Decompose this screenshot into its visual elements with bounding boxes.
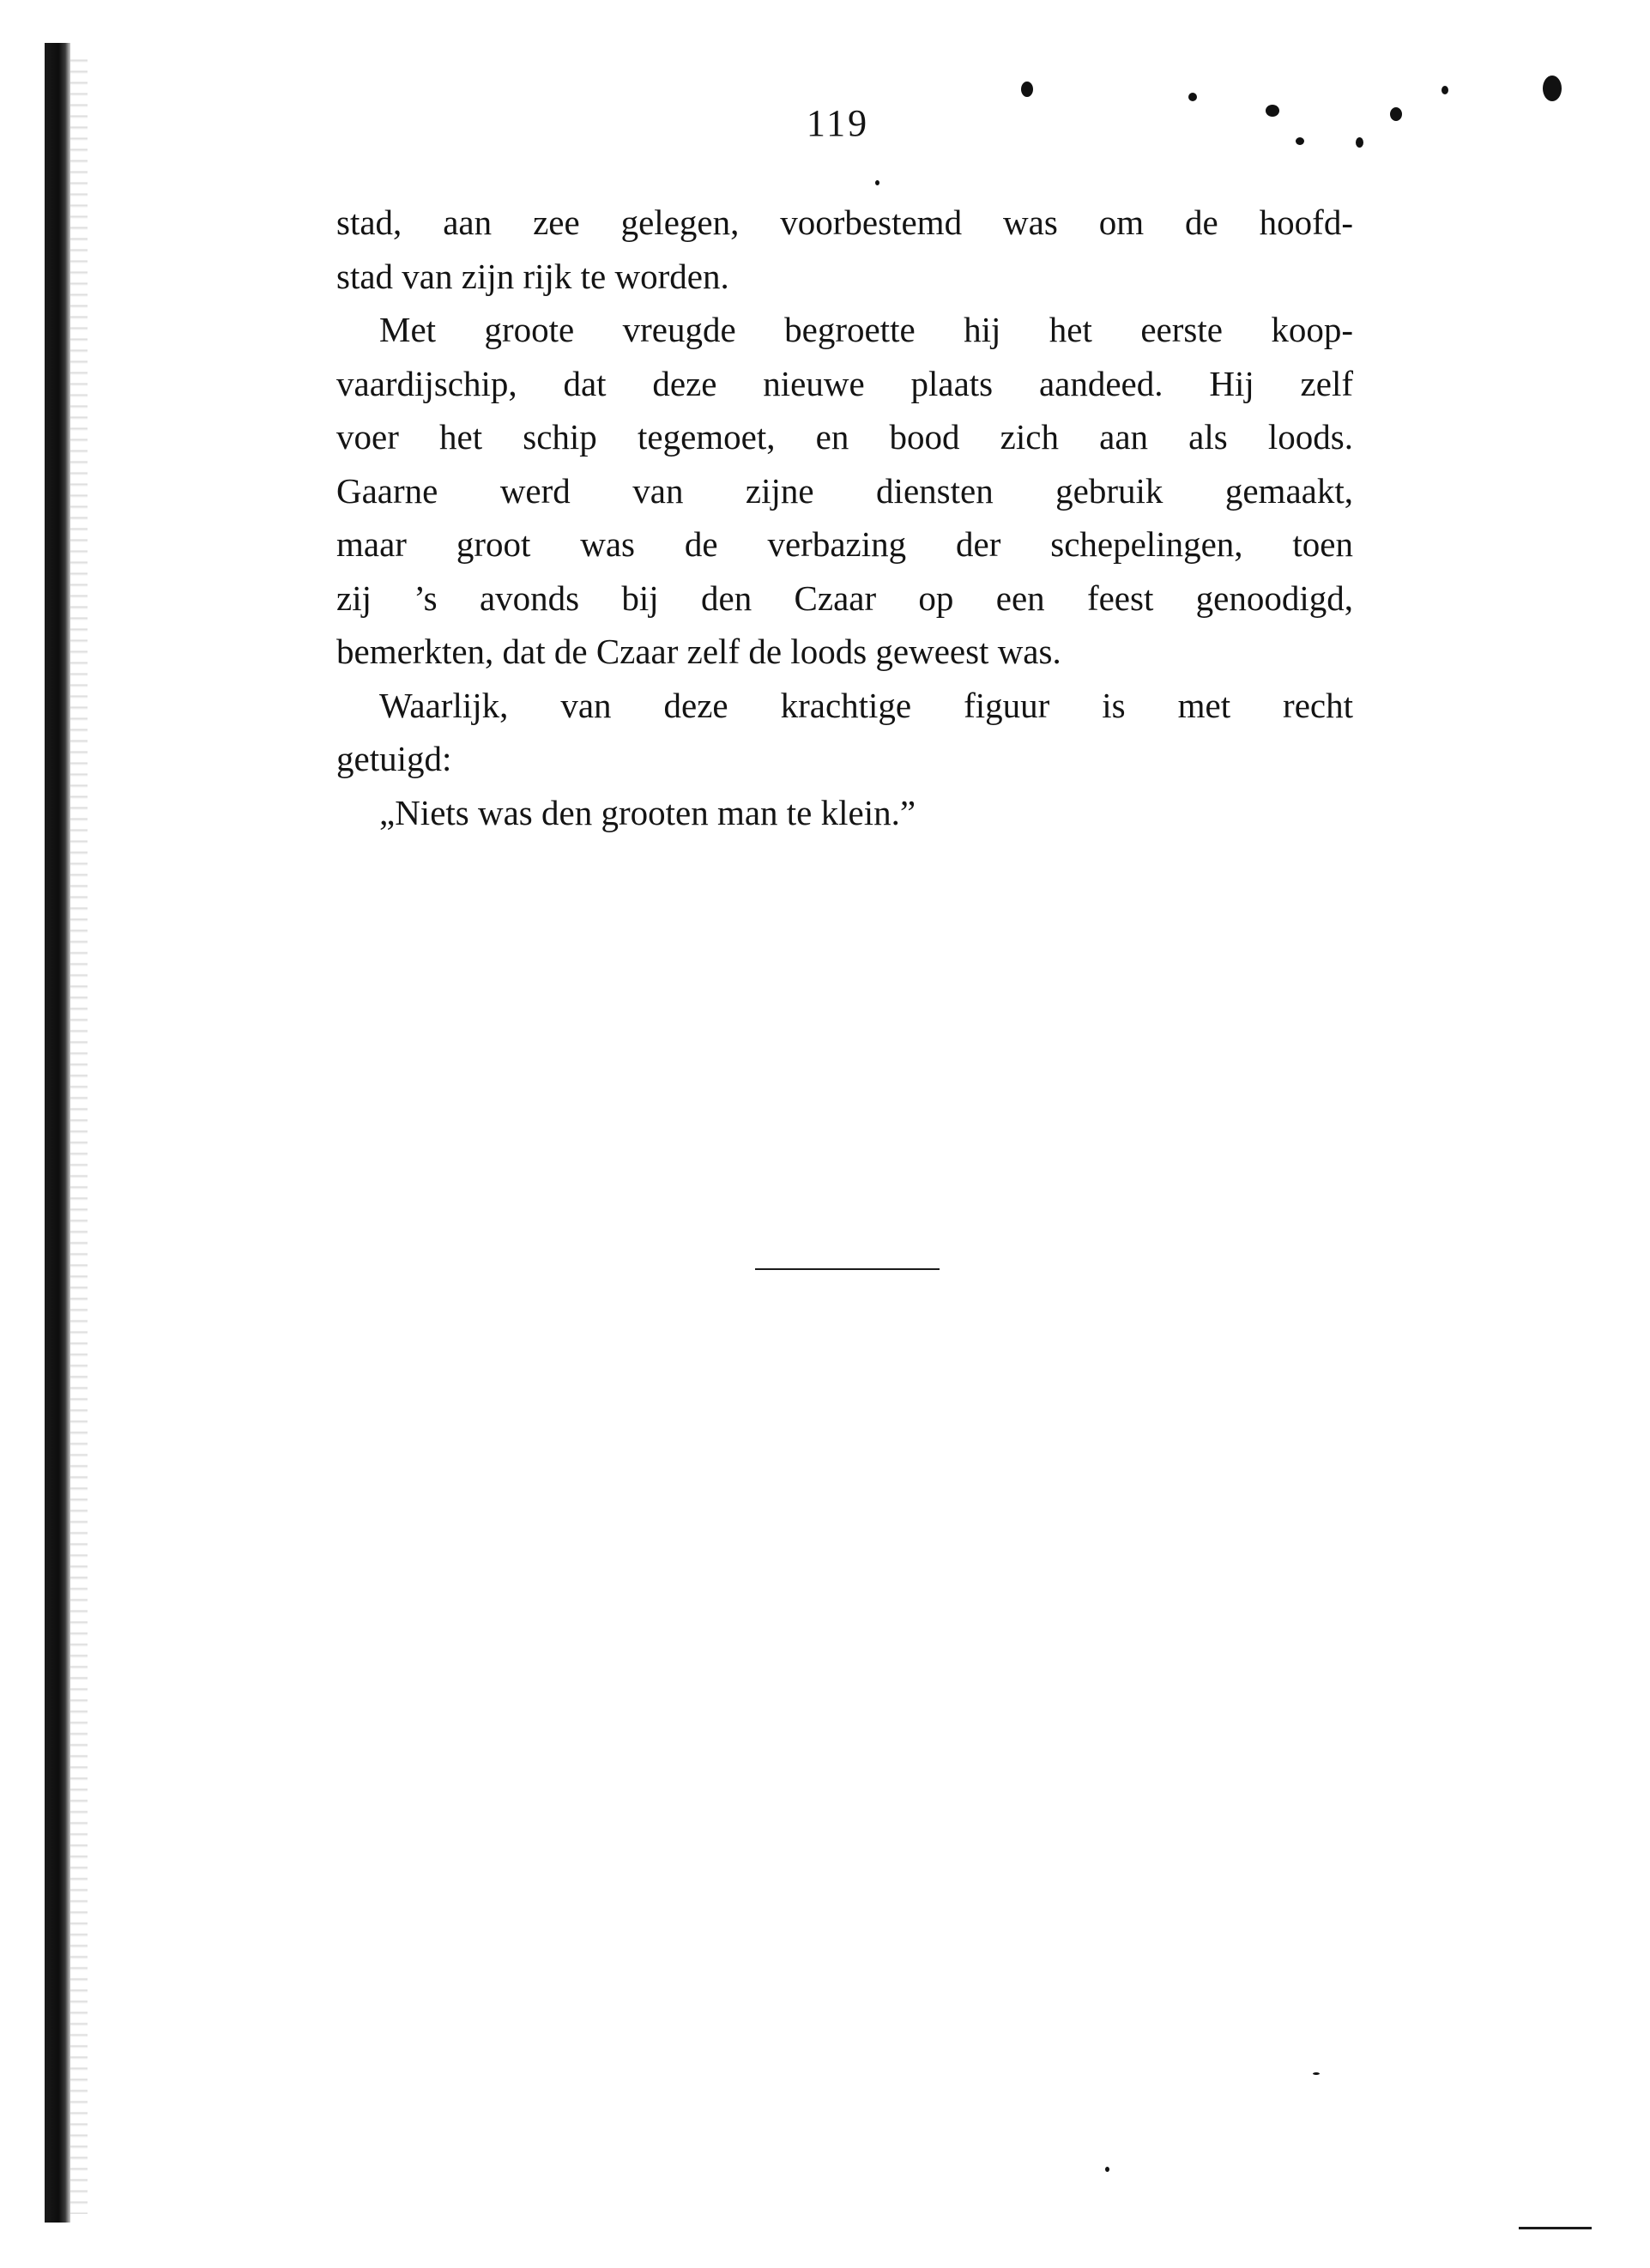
text-line: stad, aan zee gelegen, voorbestemd was om de hoofd- bbox=[336, 203, 1353, 242]
text-line: getuigd: bbox=[336, 739, 452, 778]
ink-speck bbox=[1313, 2072, 1320, 2075]
text-line: zij ’s avonds bij den Czaar op een feest genoodigd, bbox=[336, 578, 1353, 618]
text-line: Waarlijk, van deze krachtige figuur is met recht bbox=[379, 685, 1353, 725]
ink-speck bbox=[1105, 2167, 1109, 2172]
ink-speck bbox=[1188, 93, 1197, 101]
body-text bbox=[336, 196, 1353, 839]
ink-speck bbox=[1543, 76, 1562, 101]
ink-speck bbox=[1441, 86, 1448, 94]
text-line: voer het schip tegemoet, en bood zich aan als loods. bbox=[336, 417, 1353, 457]
section-divider bbox=[755, 1268, 940, 1270]
text-line: vaardijschip, dat deze nieuwe plaats aandeed. Hij zelf bbox=[336, 363, 1353, 403]
ink-speck bbox=[875, 180, 879, 185]
binding-shadow bbox=[70, 51, 88, 2214]
binding-edge bbox=[45, 43, 70, 2223]
text-line: bemerkten, dat de Czaar zelf de loods geweest was. bbox=[336, 632, 1061, 671]
corner-rule bbox=[1519, 2227, 1592, 2229]
text-line: maar groot was de verbazing der schepelingen, toen bbox=[336, 524, 1353, 564]
ink-speck bbox=[1021, 82, 1033, 97]
text-line: stad van zijn rijk te worden. bbox=[336, 256, 729, 296]
text-line: Met groote vreugde begroette hij het eerste koop- bbox=[379, 310, 1353, 349]
text-line: Gaarne werd van zijne diensten gebruik gemaakt, bbox=[336, 470, 1353, 511]
page-number: 119 bbox=[806, 102, 870, 144]
text-line: „Niets was den grooten man te klein.” bbox=[379, 792, 916, 832]
